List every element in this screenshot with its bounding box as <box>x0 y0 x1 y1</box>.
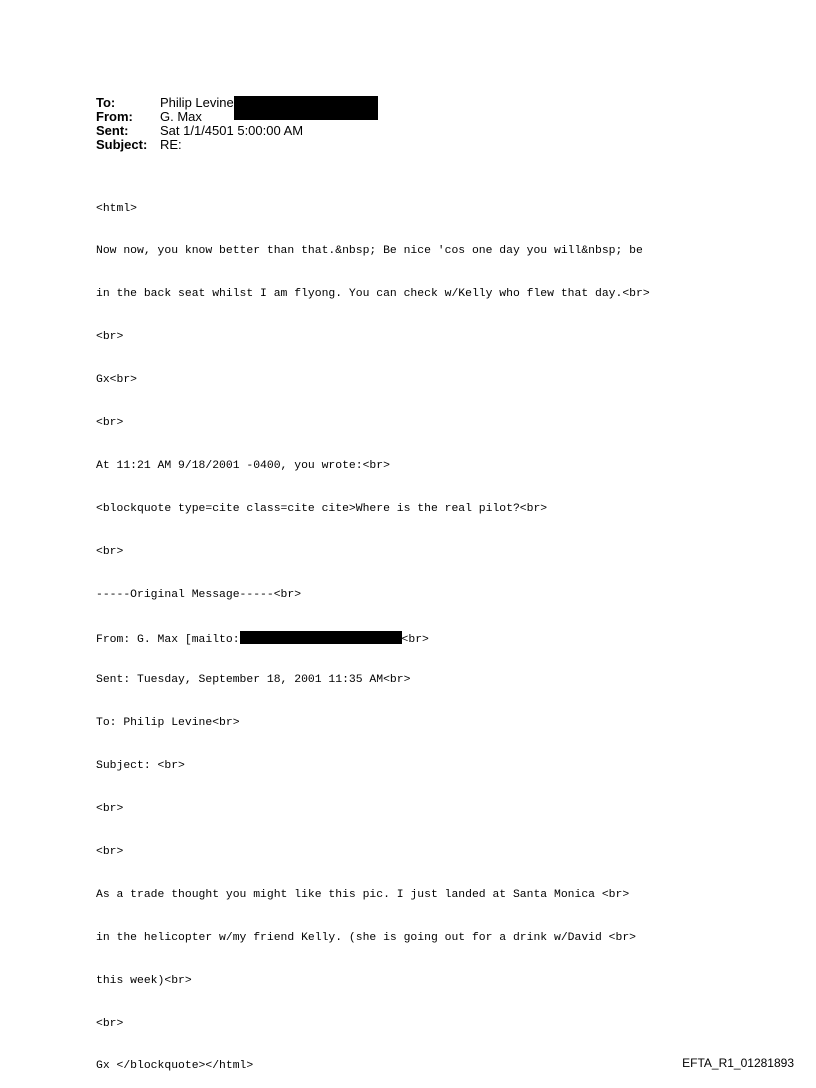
body-line: <br> <box>96 803 124 816</box>
email-header <box>96 96 378 152</box>
from-label: From: <box>96 109 133 124</box>
body-line: Gx<br> <box>96 374 138 387</box>
subject-row <box>96 138 378 152</box>
bates-number: EFTA_R1_01281893 <box>682 1056 794 1070</box>
body-line: <br> <box>96 417 124 430</box>
body-line: <br> <box>96 545 124 558</box>
subject-value: RE: <box>160 137 182 152</box>
body-line: -----Original Message-----<br> <box>96 588 302 601</box>
subject-label: Subject: <box>96 137 148 152</box>
from-line-text: From: G. Max [mailto: <box>96 633 240 646</box>
body-line: Sent: Tuesday, September 18, 2001 11:35 AM<br> <box>96 674 411 687</box>
body-line-from <box>96 631 650 645</box>
body-line: <br> <box>96 1017 124 1030</box>
body-line: To: Philip Levine<br> <box>96 717 240 730</box>
body-line: At 11:21 AM 9/18/2001 -0400, you wrote:<br> <box>96 459 390 472</box>
body-line: this week)<br> <box>96 974 192 987</box>
to-row <box>96 96 378 110</box>
body-line: <br> <box>96 845 124 858</box>
body-line: Subject: <br> <box>96 760 185 773</box>
body-line: in the back seat whilst I am flyong. You can check w/Kelly who flew that day.<br> <box>96 288 650 301</box>
sent-label: Sent: <box>96 123 129 138</box>
body-line: Gx </blockquote></html> <box>96 1060 254 1073</box>
email-body <box>96 173 650 1088</box>
from-value: G. Max <box>160 109 202 124</box>
body-line: <br> <box>96 331 124 344</box>
redaction-box <box>240 631 402 644</box>
from-line-suffix: <br> <box>401 633 429 646</box>
body-line: <blockquote type=cite class=cite cite>Where is the real pilot?<br> <box>96 502 548 515</box>
body-line: in the helicopter w/my friend Kelly. (she is going out for a drink w/David <br> <box>96 931 637 944</box>
sent-value: Sat 1/1/4501 5:00:00 AM <box>160 123 304 138</box>
redaction-box <box>234 96 378 120</box>
body-line: Now now, you know better than that.&nbsp; Be nice 'cos one day you will&nbsp; be <box>96 245 643 258</box>
body-line: As a trade thought you might like this pic. I just landed at Santa Monica <br> <box>96 888 630 901</box>
body-line: <html> <box>96 202 138 215</box>
to-name: Philip Levine <box>160 95 234 110</box>
to-label: To: <box>96 95 116 110</box>
sent-row <box>96 124 378 138</box>
